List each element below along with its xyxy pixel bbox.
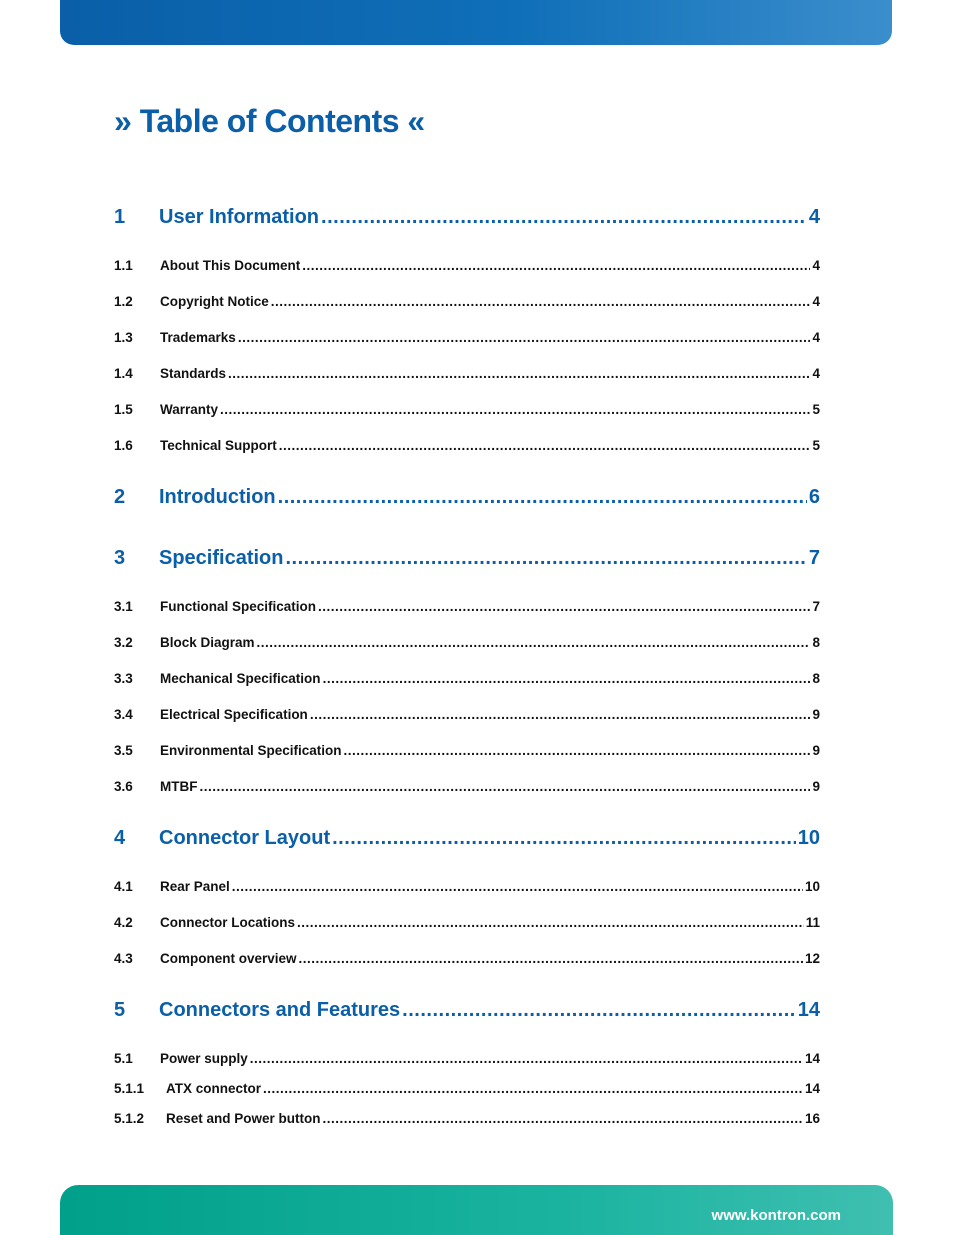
toc-entry-4-1[interactable] — [114, 879, 820, 897]
toc-entry-number: 1.2 — [114, 294, 133, 309]
toc-entry-5-1-2[interactable] — [114, 1111, 820, 1129]
toc-entry-number: 4.1 — [114, 879, 133, 894]
toc-entry-5-1-1[interactable] — [114, 1081, 820, 1099]
toc-dot-leader — [220, 402, 810, 417]
toc-dot-leader — [323, 1111, 803, 1126]
toc-entry-2[interactable] — [114, 486, 820, 512]
toc-entry-page-number: 5 — [812, 438, 820, 453]
toc-entry-number: 4 — [114, 827, 126, 849]
toc-entry-3-4[interactable] — [114, 707, 820, 725]
toc-entry-title: Mechanical Specification — [160, 671, 321, 686]
toc-dot-leader — [297, 915, 804, 930]
toc-entry-number: 5.1 — [114, 1051, 133, 1066]
toc-dot-leader — [321, 206, 807, 229]
toc-entry-number: 1.1 — [114, 258, 133, 273]
toc-dot-leader — [278, 486, 807, 509]
toc-entry-page-number: 4 — [812, 294, 820, 309]
toc-entry-page-number: 4 — [812, 330, 820, 345]
toc-entry-3-5[interactable] — [114, 743, 820, 761]
toc-entry-title: Block Diagram — [160, 635, 255, 650]
toc-entry-page-number: 14 — [797, 999, 820, 1021]
toc-entry-title: Technical Support — [160, 438, 277, 453]
toc-dot-leader — [402, 999, 796, 1022]
toc-dot-leader — [228, 366, 810, 381]
toc-dot-leader — [200, 779, 811, 794]
toc-dot-leader — [302, 258, 810, 273]
toc-entry-3-2[interactable] — [114, 635, 820, 653]
toc-entry-number: 5.1.1 — [114, 1081, 145, 1096]
toc-dot-leader — [285, 547, 806, 570]
toc-entry-page-number: 4 — [812, 366, 820, 381]
toc-entry-title: Standards — [160, 366, 227, 381]
toc-entry-page-number: 9 — [812, 743, 820, 758]
toc-entry-page-number: 8 — [812, 635, 820, 650]
toc-entry-number: 3.6 — [114, 779, 133, 794]
toc-entry-3-1[interactable] — [114, 599, 820, 617]
toc-entry-number: 3.2 — [114, 635, 133, 650]
toc-dot-leader — [238, 330, 811, 345]
toc-entry-page-number: 12 — [804, 951, 820, 966]
toc-entry-title: Electrical Specification — [160, 707, 308, 722]
toc-dot-leader — [318, 599, 810, 614]
toc-entry-page-number: 8 — [812, 671, 820, 686]
toc-entry-title: Specification — [159, 547, 284, 569]
toc-entry-number: 4.2 — [114, 915, 133, 930]
toc-entry-page-number: 9 — [812, 779, 820, 794]
toc-entry-page-number: 6 — [808, 486, 820, 508]
toc-entry-title: User Information — [159, 206, 320, 228]
toc-entry-number: 1.6 — [114, 438, 133, 453]
toc-entry-4[interactable] — [114, 827, 820, 853]
toc-entry-title: Trademarks — [160, 330, 236, 345]
toc-entry-number: 1.5 — [114, 402, 133, 417]
toc-entry-3-6[interactable] — [114, 779, 820, 797]
toc-dot-leader — [257, 635, 811, 650]
toc-entry-title: About This Document — [160, 258, 301, 273]
toc-entry-number: 3.5 — [114, 743, 133, 758]
toc-dot-leader — [323, 671, 811, 686]
toc-dot-leader — [310, 707, 811, 722]
toc-dot-leader — [232, 879, 803, 894]
toc-entry-number: 2 — [114, 486, 126, 508]
toc-dot-leader — [344, 743, 811, 758]
toc-entry-number: 4.3 — [114, 951, 133, 966]
toc-entry-title: Connector Locations — [160, 915, 296, 930]
toc-entry-title: Connector Layout — [159, 827, 331, 849]
toc-dot-leader — [332, 827, 796, 850]
toc-entry-page-number: 11 — [805, 915, 820, 930]
toc-entry-1-6[interactable] — [114, 438, 820, 456]
toc-entry-page-number: 4 — [812, 258, 820, 273]
toc-entry-page-number: 14 — [804, 1081, 820, 1096]
page-title: » Table of Contents « — [114, 103, 425, 139]
toc-entry-title: Reset and Power button — [166, 1111, 321, 1126]
toc-entry-page-number: 4 — [808, 206, 820, 228]
toc-dot-leader — [279, 438, 811, 453]
toc-entry-title: Power supply — [160, 1051, 248, 1066]
toc-entry-title: ATX connector — [166, 1081, 262, 1096]
toc-dot-leader — [250, 1051, 803, 1066]
toc-entry-3[interactable] — [114, 547, 820, 573]
table-of-contents — [114, 0, 822, 1235]
toc-entry-title: Warranty — [160, 402, 219, 417]
toc-entry-1-4[interactable] — [114, 366, 820, 384]
toc-dot-leader — [299, 951, 803, 966]
toc-entry-number: 5.1.2 — [114, 1111, 145, 1126]
toc-entry-4-3[interactable] — [114, 951, 820, 969]
toc-entry-number: 3.4 — [114, 707, 133, 722]
toc-entry-title: Copyright Notice — [160, 294, 269, 309]
toc-entry-3-3[interactable] — [114, 671, 820, 689]
toc-entry-5[interactable] — [114, 999, 820, 1025]
toc-entry-1-1[interactable] — [114, 258, 820, 276]
toc-entry-title: Introduction — [159, 486, 276, 508]
toc-dot-leader — [271, 294, 811, 309]
toc-entry-page-number: 5 — [812, 402, 820, 417]
toc-entry-5-1[interactable] — [114, 1051, 820, 1069]
toc-entry-page-number: 14 — [804, 1051, 820, 1066]
toc-entry-page-number: 10 — [797, 827, 820, 849]
toc-entry-title: MTBF — [160, 779, 198, 794]
toc-entry-number: 3.1 — [114, 599, 133, 614]
toc-dot-leader — [263, 1081, 803, 1096]
footer-band — [60, 1185, 893, 1235]
toc-entry-page-number: 16 — [804, 1111, 820, 1126]
toc-entry-1-5[interactable] — [114, 402, 820, 420]
toc-entry-number: 1.4 — [114, 366, 133, 381]
toc-entry-title: Connectors and Features — [159, 999, 401, 1021]
toc-entry-1[interactable] — [114, 206, 820, 232]
toc-entry-page-number: 10 — [804, 879, 820, 894]
toc-entry-page-number: 7 — [808, 547, 820, 569]
footer-url-link[interactable]: www.kontron.com — [711, 1207, 841, 1224]
toc-entry-1-3[interactable] — [114, 330, 820, 348]
toc-entry-title: Component overview — [160, 951, 297, 966]
toc-entry-number: 3 — [114, 547, 126, 569]
toc-entry-title: Environmental Specification — [160, 743, 342, 758]
toc-entry-number: 5 — [114, 999, 126, 1021]
toc-entry-title: Functional Specification — [160, 599, 317, 614]
toc-entry-page-number: 7 — [812, 599, 820, 614]
toc-entry-title: Rear Panel — [160, 879, 230, 894]
toc-entry-number: 1 — [114, 206, 126, 228]
toc-entry-1-2[interactable] — [114, 294, 820, 312]
toc-entry-number: 1.3 — [114, 330, 133, 345]
toc-entry-4-2[interactable] — [114, 915, 820, 933]
toc-entry-number: 3.3 — [114, 671, 133, 686]
toc-entry-page-number: 9 — [812, 707, 820, 722]
